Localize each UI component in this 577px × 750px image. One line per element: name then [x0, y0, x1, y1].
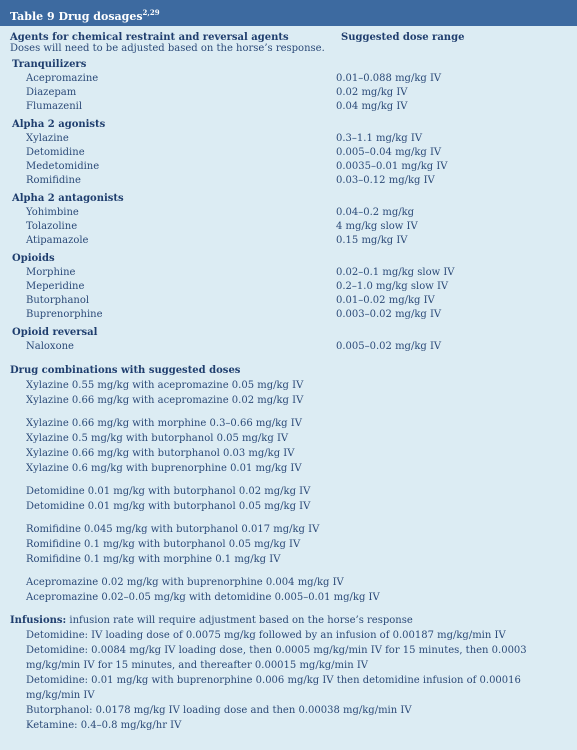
combination-item: Xylazine 0.66 mg/kg with butorphanol 0.03 mg/kg IV: [26, 448, 295, 459]
combination-list: [10, 378, 567, 605]
drug-row: [10, 100, 567, 114]
drug-dose: 0.3–1.1 mg/kg IV: [336, 133, 423, 144]
drug-groups: [10, 57, 567, 354]
drug-dose: 0.005–0.02 mg/kg IV: [336, 341, 442, 352]
column-headers: [10, 32, 567, 43]
infusions-label: Infusions:: [10, 615, 67, 626]
combination-item: Romifidine 0.1 mg/kg with butorphanol 0.05 mg/kg IV: [26, 539, 301, 550]
combination-item: Romifidine 0.045 mg/kg with butorphanol 0.017 mg/kg IV: [26, 524, 320, 535]
table-title: [0, 0, 577, 26]
drug-name: Detomidine: [26, 147, 85, 158]
drug-row: [10, 234, 567, 248]
drug-dose: 0.04 mg/kg IV: [336, 101, 408, 112]
drug-name: Diazepam: [26, 87, 77, 98]
combination-item: Detomidine 0.01 mg/kg with butorphanol 0.05 mg/kg IV: [26, 501, 311, 512]
table-title-text: Table 9 Drug dosages: [10, 10, 143, 23]
drug-dose: 0.04–0.2 mg/kg: [336, 207, 415, 218]
infusion-item: Detomidine: 0.01 mg/kg with buprenorphine 0.006 mg/kg IV then detomidine infusion of 0.00016 mg/kg/min IV: [26, 675, 521, 701]
drug-row: [10, 220, 567, 234]
drug-name: Medetomidine: [26, 161, 100, 172]
combination-item: Xylazine 0.6 mg/kg with buprenorphine 0.01 mg/kg IV: [26, 463, 302, 474]
infusion-item: Ketamine: 0.4–0.8 mg/kg/hr IV: [26, 720, 182, 731]
infusion-item: Butorphanol: 0.0178 mg/kg IV loading dose and then 0.00038 mg/kg/min IV: [26, 705, 412, 716]
drug-dose: 0.003–0.02 mg/kg IV: [336, 309, 442, 320]
drug-name: Morphine: [26, 267, 76, 278]
drug-name: Atipamazole: [26, 235, 89, 246]
drug-name: Buprenorphine: [26, 309, 103, 320]
combinations-title: Drug combinations with suggested doses: [10, 365, 241, 376]
combo-spacer: [10, 476, 567, 484]
drug-dose: 0.02 mg/kg IV: [336, 87, 408, 98]
combo-spacer: [10, 514, 567, 522]
column-header-agents: Agents for chemical restraint and reversal agents: [10, 32, 289, 43]
drug-row: [10, 294, 567, 308]
drug-row: [10, 308, 567, 322]
infusions-heading: [10, 613, 567, 628]
combination-item: Acepromazine 0.02–0.05 mg/kg with detomidine 0.005–0.01 mg/kg IV: [26, 592, 380, 603]
drug-dose: 0.01–0.02 mg/kg IV: [336, 295, 435, 306]
infusion-item: Detomidine: IV loading dose of 0.0075 mg/kg followed by an infusion of 0.00187 mg/kg/min IV: [26, 630, 506, 641]
table-title-ref: 2,29: [142, 8, 160, 17]
dose-note: Doses will need to be adjusted based on the horse’s response.: [10, 43, 325, 54]
drug-dose: 4 mg/kg slow IV: [336, 221, 418, 232]
group-title: Alpha 2 agonists: [12, 119, 106, 130]
drug-name: Romifidine: [26, 175, 81, 186]
infusions-text: infusion rate will require adjustment based on the horse’s response: [66, 615, 413, 626]
column-header-dose: Suggested dose range: [341, 32, 465, 43]
table-body: [0, 26, 577, 733]
drug-dose: 0.02–0.1 mg/kg slow IV: [336, 267, 455, 278]
drug-name: Naloxone: [26, 341, 74, 352]
drug-name: Xylazine: [26, 133, 69, 144]
combination-item: Xylazine 0.66 mg/kg with morphine 0.3–0.66 mg/kg IV: [26, 418, 302, 429]
drug-dose: 0.15 mg/kg IV: [336, 235, 408, 246]
combination-item: Xylazine 0.5 mg/kg with butorphanol 0.05 mg/kg IV: [26, 433, 289, 444]
drug-name: Yohimbine: [26, 207, 79, 218]
infusion-item: Detomidine: 0.0084 mg/kg IV loading dose, then 0.0005 mg/kg/min IV for 15 minutes, then 0.0003 mg/kg/min IV for 15 minutes, and thereafter 0.00015 mg/kg/min IV: [26, 645, 527, 671]
combo-spacer: [10, 408, 567, 416]
drug-name: Meperidine: [26, 281, 85, 292]
combination-item: Acepromazine 0.02 mg/kg with buprenorphine 0.004 mg/kg IV: [26, 577, 344, 588]
drug-row: [10, 174, 567, 188]
drug-name: Flumazenil: [26, 101, 83, 112]
drug-name: Acepromazine: [26, 73, 99, 84]
group-title: Tranquilizers: [12, 59, 87, 70]
group-title: Opioids: [12, 253, 55, 264]
drug-dose: 0.0035–0.01 mg/kg IV: [336, 161, 448, 172]
drug-row: [10, 86, 567, 100]
drug-name: Butorphanol: [26, 295, 90, 306]
drug-dose: 0.2–1.0 mg/kg slow IV: [336, 281, 449, 292]
drug-row: [10, 146, 567, 160]
drug-row: [10, 280, 567, 294]
drug-row: [10, 72, 567, 86]
drug-row: [10, 340, 567, 354]
drug-dose: 0.03–0.12 mg/kg IV: [336, 175, 435, 186]
group-title: Alpha 2 antagonists: [12, 193, 124, 204]
combination-item: Xylazine 0.66 mg/kg with acepromazine 0.02 mg/kg IV: [26, 395, 304, 406]
combo-spacer: [10, 567, 567, 575]
combination-item: Xylazine 0.55 mg/kg with acepromazine 0.05 mg/kg IV: [26, 380, 304, 391]
drug-name: Tolazoline: [26, 221, 78, 232]
drug-row: [10, 266, 567, 280]
drug-dose: 0.005–0.04 mg/kg IV: [336, 147, 442, 158]
combination-item: Detomidine 0.01 mg/kg with butorphanol 0.02 mg/kg IV: [26, 486, 311, 497]
drug-row: [10, 160, 567, 174]
combination-item: Romifidine 0.1 mg/kg with morphine 0.1 mg/kg IV: [26, 554, 281, 565]
drug-row: [10, 132, 567, 146]
drug-row: [10, 206, 567, 220]
drug-dose: 0.01–0.088 mg/kg IV: [336, 73, 442, 84]
group-title: Opioid reversal: [12, 327, 98, 338]
infusion-list: [10, 628, 567, 733]
